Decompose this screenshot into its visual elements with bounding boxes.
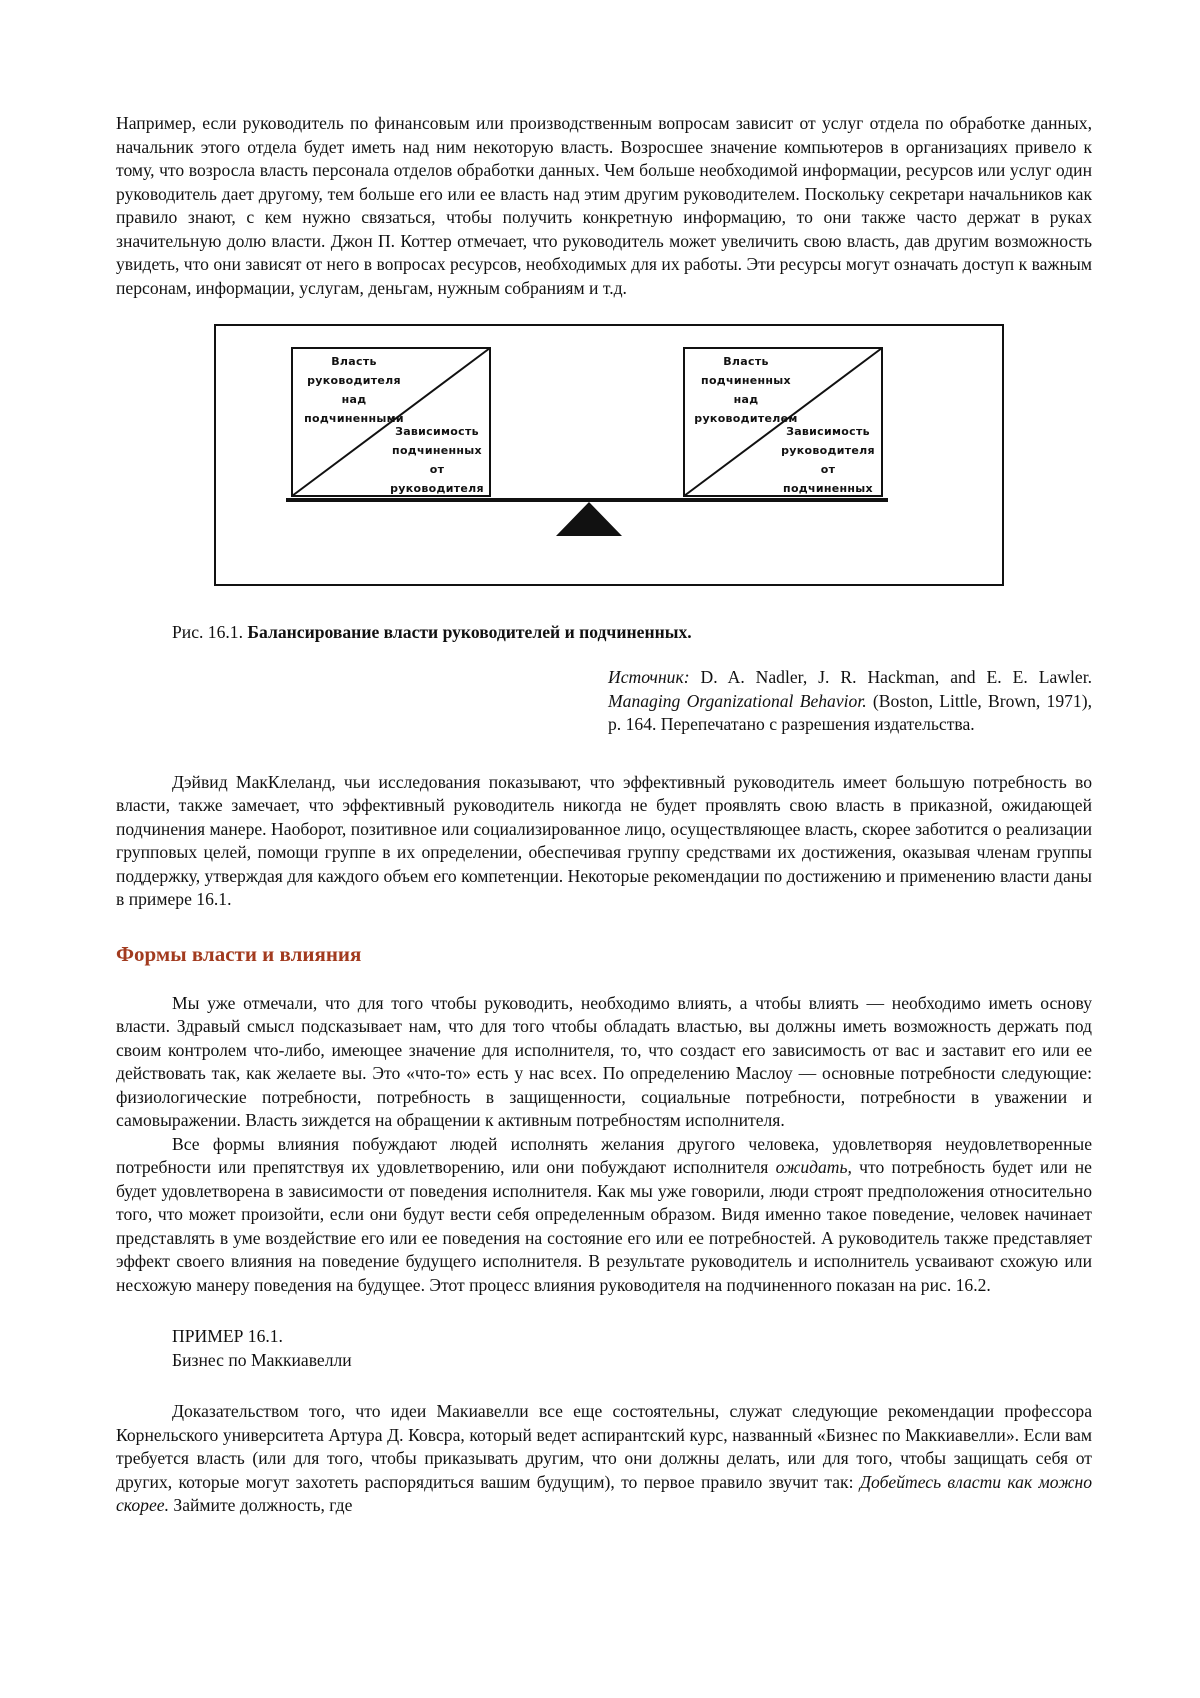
example-title: Бизнес по Маккиавелли (172, 1349, 352, 1370)
paragraph-3: Мы уже отмечали, что для того чтобы руководить, необходимо влиять, а чтобы влиять — необходимо иметь основу власти. Здравый смысл подсказывает нам, что для того чтобы обладать властью, вы должны иметь возможность держать под своим контролем что-либо, имеющее значение для исполнителя, то, что создаст его зависимость от вас и заставит его или ее действовать так, как желаете вы. Это «что-то» есть у нас всех. По определению Маслоу — основные потребности следующие: физиологические потребности, потребность в защищенности, социальные потребности, потребности в уважении и самовыражении. Власть зиждется на обращении к активным потребностям исполнителя. (116, 992, 1092, 1130)
paragraph-5-text: Доказательством того, что идеи Макиавелли все еще состоятельны, служат следующие рекомендации профессора Корнельского университета Артура Д. Ковсра, который ведет аспирантский курс, названный «Бизнес по Маккиавелли». Если вам требуется власть (или для того, чтобы приказывать другим, что они должны делать, или для того, чтобы защищать себя от других, которые могут захотеть распорядиться вашим будущим), то первое правило звучит так: (116, 1401, 1092, 1492)
right-top-label (688, 352, 804, 428)
figure-caption (172, 621, 1092, 644)
balance-figure (214, 324, 1004, 586)
source-label: Источник: (608, 667, 690, 687)
label-line: от (820, 463, 836, 476)
label-line: Власть (331, 355, 377, 368)
paragraph-5-emphasis: Добейтесь власти как можно скорее. (116, 1471, 1092, 1515)
paragraph-5-text-end: Займите должность, где (168, 1495, 353, 1515)
source-book: Managing Organizational Behavior. (608, 690, 867, 711)
source-details: (Boston, Little, Brown, 1971), p. 164. Перепечатано с разрешения издательства. (608, 690, 1092, 734)
paragraph-5 (116, 1400, 1092, 1518)
label-line: от (429, 463, 445, 476)
label-line: Зависимость (395, 425, 479, 438)
source-authors: D. A. Nadler, J. R. Hackman, and E. E. Lawler. (689, 667, 1092, 687)
left-bottom-label (386, 422, 488, 498)
caption-prefix: Рис. 16.1. (172, 622, 248, 642)
label-line: Власть (723, 355, 769, 368)
label-line: Зависимость (786, 425, 870, 438)
figure-source (608, 666, 1092, 737)
section-heading: Формы власти и влияния (116, 941, 362, 966)
label-line: руководителем (694, 412, 798, 425)
label-line: подчиненных (392, 444, 482, 457)
label-line: подчиненных (783, 482, 873, 495)
example-heading (172, 1325, 1092, 1372)
paragraph-1: Например, если руководитель по финансовым или производственным вопросам зависит от услуг отдела по обработке данных, начальник этого отдела будет иметь над ним некоторую власть. Возросшее значение компьютеров в организациях привело к тому, что возросла власть персонала отделов обработки данных. Чем больше необходимой информации, ресурсов или услуг один руководитель дает другому, тем больше его или ее власть над этим другим руководителем. Поскольку секретари начальников как правило знают, с кем нужно связаться, чтобы получить конкретную информацию, то они также часто держат в руках значительную долю власти. Джон П. Коттер отмечает, что руководитель может увеличить свою власть, дав другим возможность увидеть, что они зависят от него в вопросах ресурсов, необходимых для их работы. Эти ресурсы могут означать доступ к важным персонам, информации, услугам, деньгам, нужным собраниям и т.д. (116, 113, 1092, 298)
left-top-label (298, 352, 410, 428)
right-bottom-label (776, 422, 880, 498)
example-number: ПРИМЕР 16.1. (172, 1326, 283, 1346)
label-line: подчиненных (701, 374, 791, 387)
caption-title: Балансирование власти руководителей и подчиненных. (247, 622, 692, 642)
document-page (116, 112, 1092, 1518)
label-line: подчиненными (304, 412, 404, 425)
paragraph-4-emphasis: ожидать, (775, 1157, 852, 1177)
label-line: над (341, 393, 367, 406)
paragraph-4-text: Все формы влияния побуждают людей исполнять желания другого человека, удовлетворяя неудовлетворенные потребности или препятствуя их удовлетворению, или они побуждают исполнителя (116, 1133, 1092, 1177)
label-line: руководителя (390, 482, 484, 495)
label-line: над (733, 393, 759, 406)
paragraph-4 (116, 1133, 1092, 1298)
paragraph-2: Дэйвид МакКлеланд, чьи исследования показывают, что эффективный руководитель имеет большую потребность во власти, также замечает, что эффективный руководитель никогда не будет проявлять свою власть в приказной, ожидающей подчинения манере. Наоборот, позитивное или социализированное лицо, осуществляющее власть, скорее заботится о реализации групповых целей, помощи группе в их определении, обеспечивая группу средствами их достижения, оказывая членам группы поддержку, утверждая для каждого объем его компетенции. Некоторые рекомендации по достижению и применению власти даны в примере 16.1. (116, 771, 1092, 909)
fulcrum (556, 502, 622, 536)
label-line: руководителя (307, 374, 401, 387)
paragraph-4-text-end: что потребность будет или не будет удовлетворена в зависимости от поведения исполнителя. Как мы уже говорили, люди строят предположения относительно того, что может произойти, если они будут вести себя определенным образом. Видя именно такое поведение, человек начинает представлять в уме воздействие его или ее поведения на состояние его или ее потребностей. А руководитель также представляет эффект своего влияния на поведение будущего исполнителя. В результате руководитель и исполнитель усваивают схожую или несхожую манеру поведения на будущее. Этот процесс влияния руководителя на подчиненного показан на рис. 16.2. (116, 1157, 1092, 1295)
label-line: руководителя (781, 444, 875, 457)
